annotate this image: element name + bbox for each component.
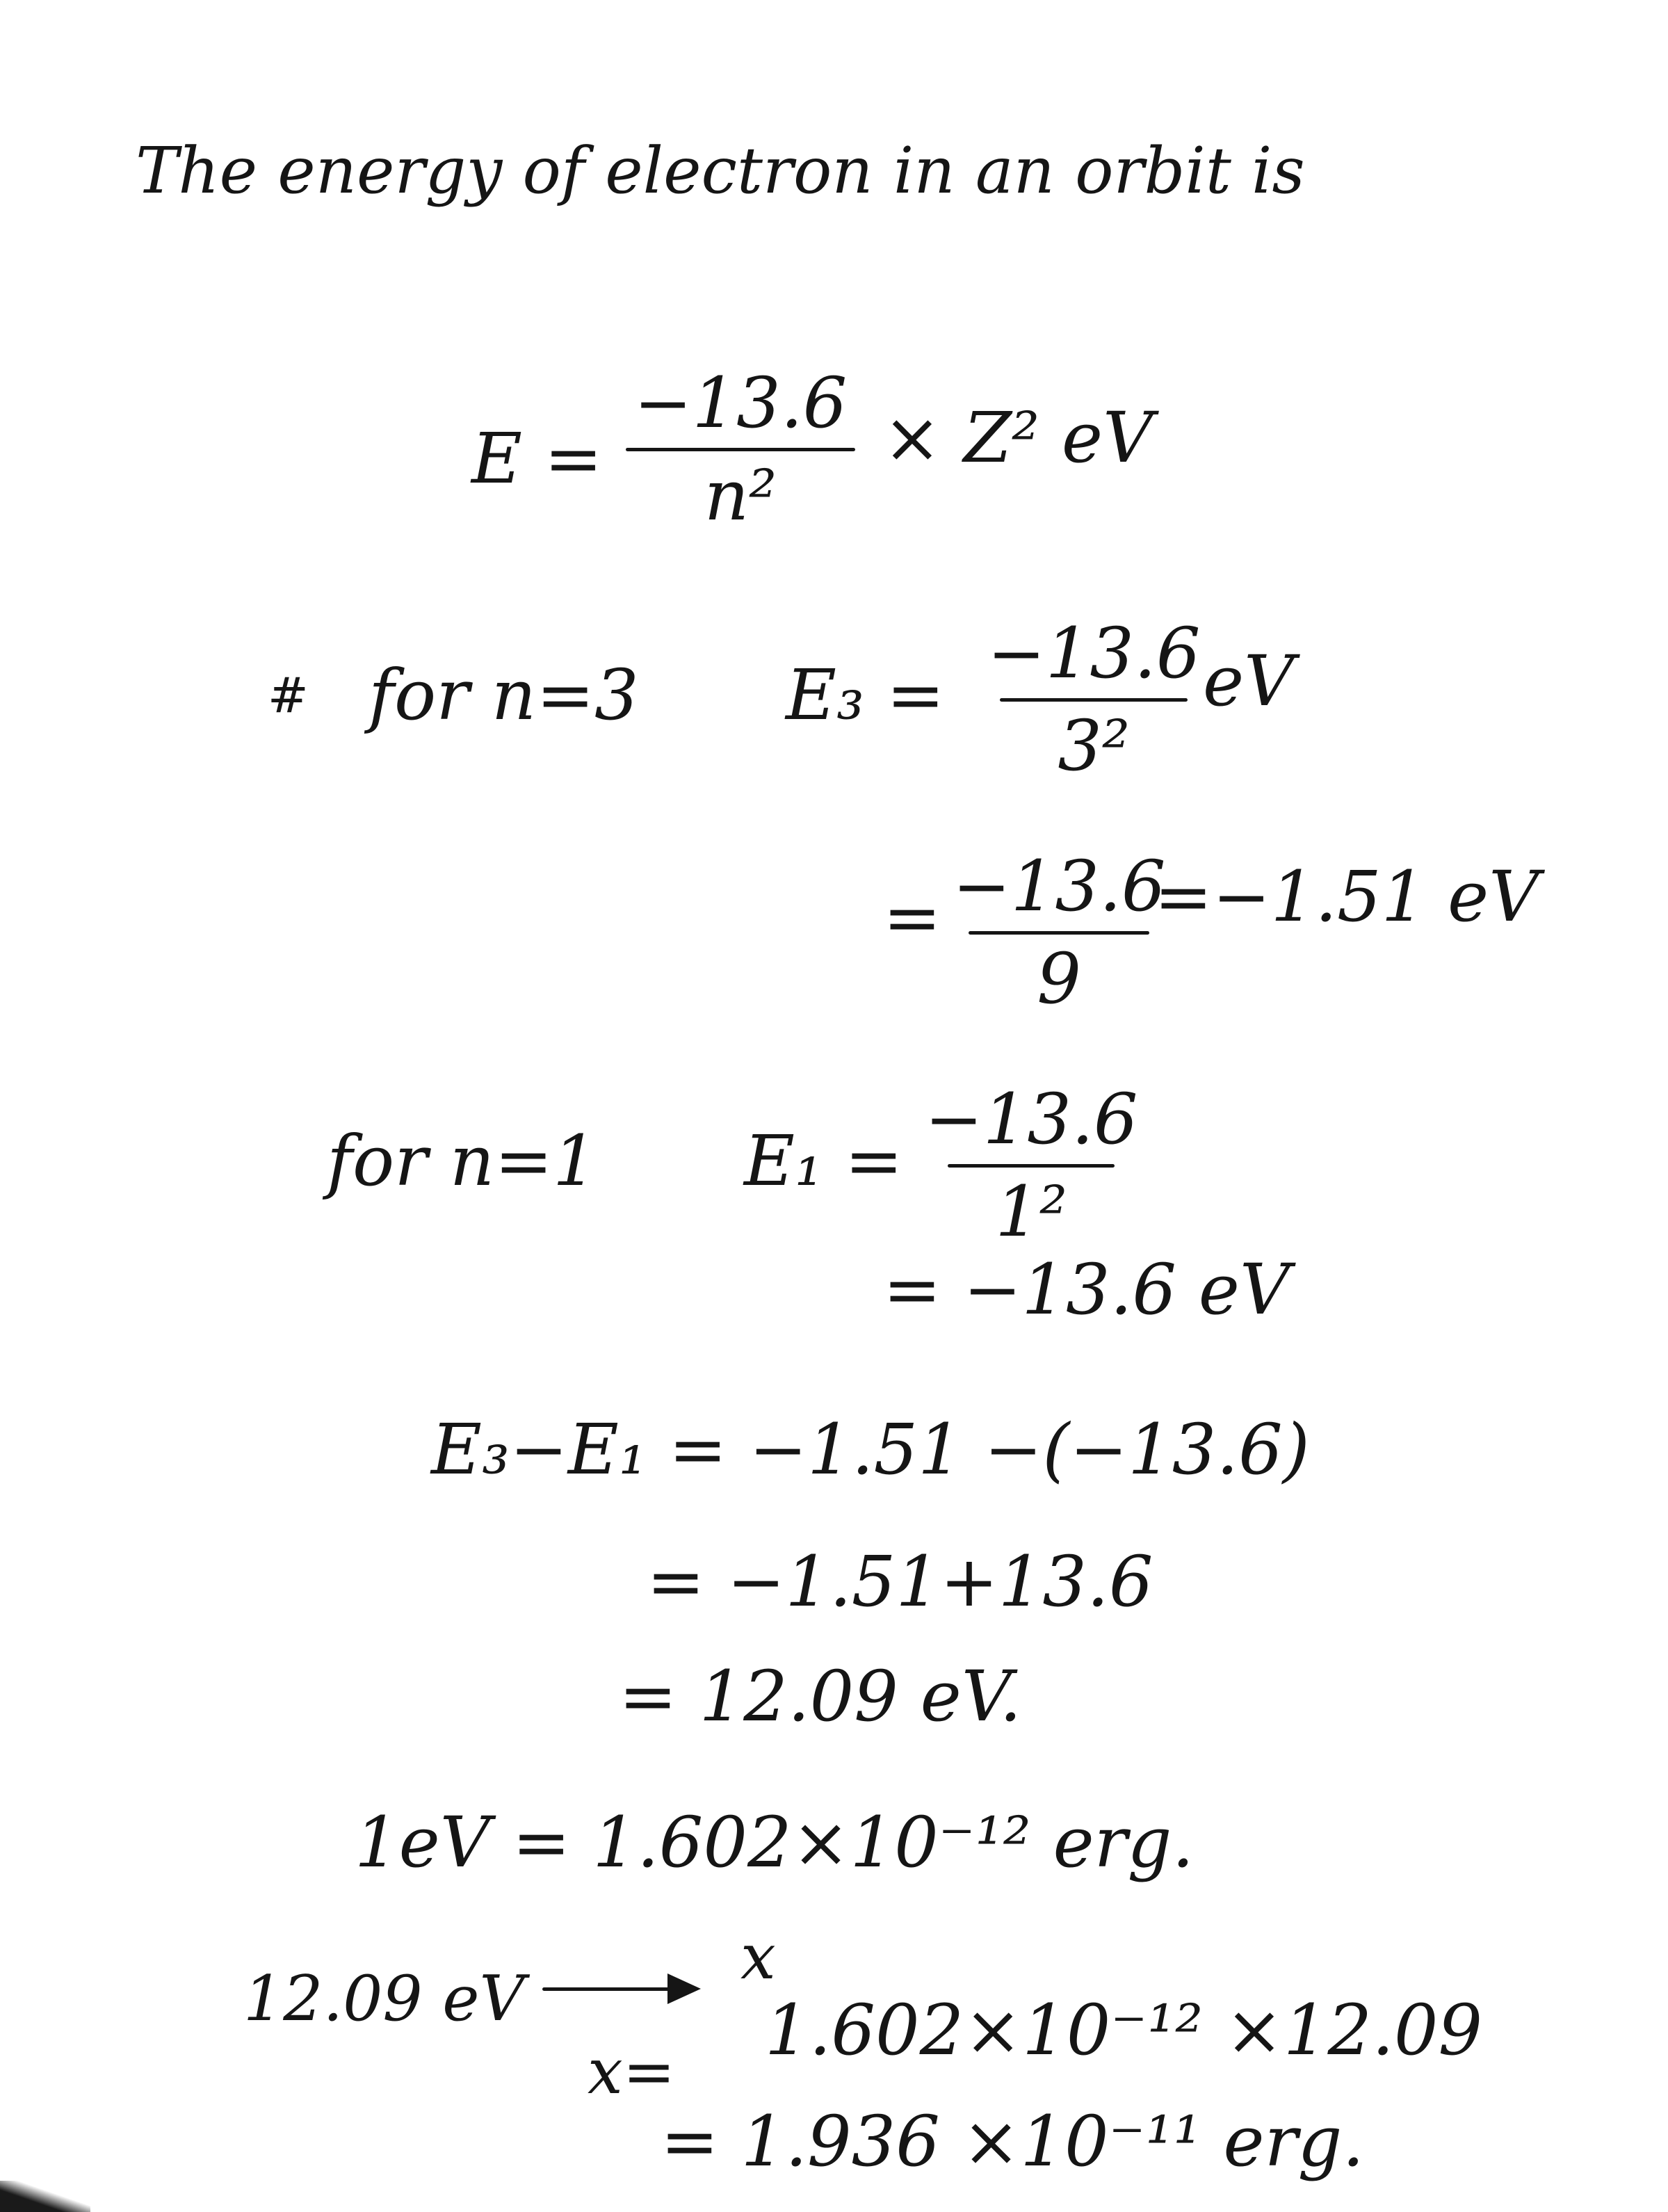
fraction-bar — [626, 448, 855, 451]
n3-step-denominator: 9 — [1037, 938, 1082, 1019]
formula-fraction — [626, 362, 855, 536]
x-value: 1.602×10⁻¹² ×12.09 — [765, 1989, 1483, 2071]
formula-rest: × Z² eV — [883, 397, 1153, 478]
proportion-arrow-head — [667, 1973, 701, 2004]
x-eq: x= — [588, 2035, 676, 2108]
n3-unit: eV — [1203, 640, 1295, 722]
proportion-right: x — [740, 1921, 776, 1994]
n3-lhs: E₃ = — [786, 654, 945, 736]
n1-denominator: 1² — [995, 1171, 1068, 1252]
formula-lhs: E = — [471, 418, 603, 499]
n3-step-eq: = — [883, 877, 941, 958]
n3-step-result: =−1.51 eV — [1154, 856, 1539, 937]
difference-line1: E₃−E₁ = −1.51 −(−13.6) — [431, 1409, 1310, 1490]
n1-fraction — [925, 1079, 1138, 1252]
n1-result: = −13.6 eV — [883, 1249, 1290, 1330]
proportion-arrow-line — [542, 1987, 681, 1991]
intro-text: The energy of electron in an orbit is — [136, 134, 1305, 208]
n3-label: for n=3 — [369, 654, 639, 736]
n3-bullet: # — [268, 667, 309, 724]
fraction-bar — [948, 1164, 1115, 1168]
difference-line2: = −1.51+13.6 — [647, 1541, 1153, 1622]
n3-numerator: −13.6 — [987, 613, 1201, 694]
n1-lhs: E₁ = — [744, 1120, 903, 1202]
final-answer: = 1.936 ×10⁻¹¹ erg. — [661, 2101, 1365, 2182]
n1-label: for n=1 — [327, 1120, 597, 1202]
conversion-line: 1eV = 1.602×10⁻¹² erg. — [355, 1802, 1195, 1883]
fraction-bar — [969, 931, 1149, 935]
n3-denominator: 3² — [1058, 705, 1131, 786]
formula-denominator: n² — [704, 455, 777, 536]
n3-step-fraction — [953, 846, 1166, 1019]
n3-step-numerator: −13.6 — [953, 846, 1166, 927]
formula-numerator: −13.6 — [633, 362, 848, 444]
scan-corner-shadow — [0, 2181, 90, 2212]
proportion-left: 12.09 eV — [243, 1962, 525, 2035]
n3-fraction — [987, 613, 1201, 786]
difference-line3: = 12.09 eV. — [619, 1656, 1022, 1737]
fraction-bar — [1000, 698, 1188, 702]
n1-numerator: −13.6 — [925, 1079, 1138, 1160]
